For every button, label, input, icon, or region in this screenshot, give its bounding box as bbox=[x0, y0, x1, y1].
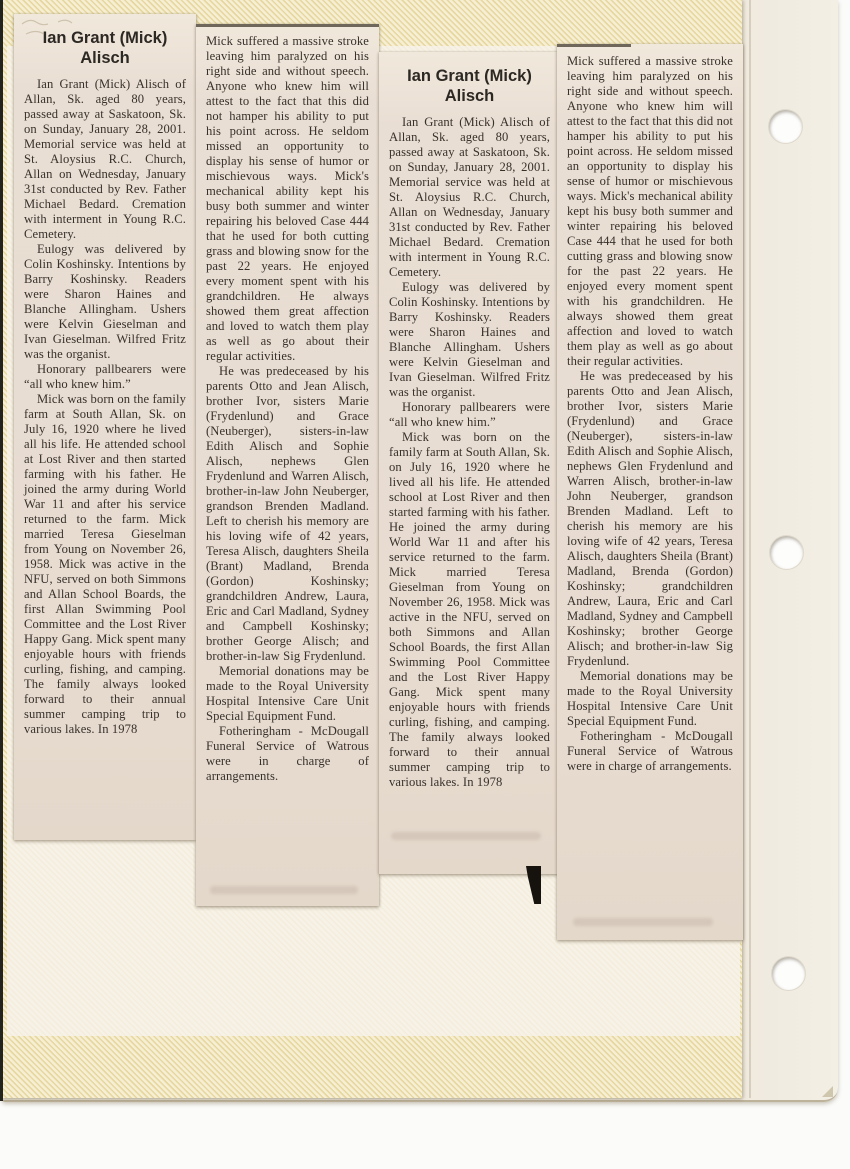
obituary-title: Ian Grant (Mick) Alisch bbox=[407, 67, 532, 106]
obituary-paragraph: Honorary pallbearers were “all who knew him.” bbox=[24, 362, 186, 392]
obituary-paragraph: Ian Grant (Mick) Alisch of Allan, Sk. aged 80 years, passed away at Saskatoon, Sk. on Sunday, January 28, 2001. Memorial service was held at St. Aloysius R.C. Church, Allan on Wednesday, January 31st conducted by Rev. Father Michael Bedard. Cremation with interment in Young R.C. Cemetery. bbox=[24, 77, 186, 242]
punch-hole-middle bbox=[770, 536, 803, 569]
ink-bleed-smudge bbox=[210, 886, 358, 894]
obituary-paragraph: Memorial donations may be made to the Royal University Hospital Intensive Care Unit Special Equipment Fund. bbox=[567, 669, 733, 728]
obituary-paragraph: Eulogy was delivered by Colin Koshinsky. Intentions by Barry Koshinsky. Readers were Sharon Haines and Blanche Allingham. Ushers were Kelvin Gieselman and Ivan Gieselman. Wilfred Fritz was the organist. bbox=[389, 280, 550, 400]
obituary-paragraph: Eulogy was delivered by Colin Koshinsky. Intentions by Barry Koshinsky. Readers were Sharon Haines and Blanche Allingham. Ushers were Kelvin Gieselman and Ivan Gieselman. Wilfred Fritz was the organist. bbox=[24, 242, 186, 362]
obituary-paragraph: Fotheringham - McDougall Funeral Service of Watrous were in charge of arrangements. bbox=[567, 729, 733, 773]
corner-fold bbox=[822, 1086, 833, 1097]
obituary-title: Ian Grant (Mick) Alisch bbox=[42, 29, 168, 68]
page-left-edge bbox=[0, 0, 3, 1101]
obituary-paragraph: Ian Grant (Mick) Alisch of Allan, Sk. aged 80 years, passed away at Saskatoon, Sk. on Sunday, January 28, 2001. Memorial service was held at St. Aloysius R.C. Church, Allan on Wednesday, January 31st conducted by Rev. Father Michael Bedard. Cremation with interment in Young R.C. Cemetery. bbox=[389, 115, 550, 280]
obituary-paragraph: He was predeceased by his parents Otto and Jean Alisch, brother Ivor, sisters Marie (Frydenlund) and Grace (Neuberger), sisters-in-law Edith Alisch and Sophie Alisch, nephews Glen Frydenlund and Warren Alisch, brother-in-law John Neuberger, grandson Brenden Madland. Left to cherish his memory are his loving wife of 42 years, Teresa Alisch, daughters Sheila (Brant) Madland, Brenda (Gordon) Koshinsky; grandchildren Andrew, Laura, Eric and Carl Madland, Sydney and Campbell Koshinsky; brother George Alisch; and brother-in-law Sig Frydenlund. bbox=[567, 369, 733, 668]
clipping-a-column-left bbox=[14, 14, 196, 840]
obituary-paragraph: Mick was born on the family farm at South Allan, Sk. on July 16, 1920 where he lived all his life. He attended school at Lost River and then started farming with his father. He joined the army during World War 11 and after his service returned to the farm. Mick married Teresa Gieselman from Young on November 26, 1958. Mick was active in the NFU, served on both Simmons and Allan School Boards, the first Allan Swimming Pool Committee and the Lost River Happy Gang. Mick spent many enjoyable hours with friends curling, fishing, and camping. The family always looked forward to their annual summer camping trip to various lakes. In 1978 bbox=[24, 392, 186, 737]
ink-bleed-smudge bbox=[573, 918, 713, 926]
ink-bleed-smudge bbox=[391, 832, 541, 840]
obituary-paragraph: Fotheringham - McDougall Funeral Service of Watrous were in charge of arrangements. bbox=[206, 724, 369, 783]
pencil-scribble bbox=[18, 16, 88, 46]
clipping-b-column-right bbox=[557, 44, 743, 940]
obituary-paragraph: Mick suffered a massive stroke leaving him paralyzed on his right side and without speech. Anyone who knew him will attest to the fact that this did not hamper his ability to put his point across. He seldom missed an opportunity to display his sense of humor or mischievous ways. Mick's mechanical ability kept his busy both summer and winter repairing his beloved Case 444 that he used for both cutting grass and blowing snow for the past 22 years. He enjoyed every moment spent with his grandchildren. He always showed them great affection and loved to watch them play as well as go about their regular activities. bbox=[206, 34, 369, 363]
clipping-a-column-right bbox=[196, 24, 379, 906]
clipping-b-column-left bbox=[379, 52, 560, 874]
punch-hole-bottom bbox=[772, 957, 805, 990]
torn-edge-line bbox=[557, 44, 631, 47]
album-paper bbox=[2, 0, 742, 1098]
obituary-paragraph: Mick suffered a massive stroke leaving him paralyzed on his right side and without speech. Anyone who knew him will attest to the fact that this did not hamper his ability to put his point across. He seldom missed an opportunity to display his sense of humor or mischievous ways. Mick's mechanical ability kept his busy both summer and winter repairing his beloved Case 444 that he used for both cutting grass and blowing snow for the past 22 years. He enjoyed every moment spent with his grandchildren. He always showed them great affection and loved to watch them play as well as go about their regular activities. bbox=[567, 54, 733, 368]
obituary-paragraph: Memorial donations may be made to the Royal University Hospital Intensive Care Unit Special Equipment Fund. bbox=[206, 664, 369, 723]
obituary-paragraph: Mick was born on the family farm at South Allan, Sk. on July 16, 1920 where he lived all his life. He attended school at Lost River and then started farming with his father. He joined the army during World War 11 and after his service returned to the farm. Mick married Teresa Gieselman from Young on November 26, 1958. Mick was active in the NFU, served on both Simmons and Allan School Boards, the first Allan Swimming Pool Committee and the Lost River Happy Gang. Mick spent many enjoyable hours with friends curling, fishing, and camping. The family always looked forward to their annual summer camping trip to various lakes. In 1978 bbox=[389, 430, 550, 790]
punch-hole-top bbox=[769, 110, 802, 143]
page-crease bbox=[749, 0, 751, 1098]
obituary-paragraph: Honorary pallbearers were “all who knew him.” bbox=[389, 400, 550, 430]
torn-edge-line bbox=[196, 24, 379, 27]
obituary-paragraph: He was predeceased by his parents Otto and Jean Alisch, brother Ivor, sisters Marie (Frydenlund) and Grace (Neuberger), sisters-in-law Edith Alisch and Sophie Alisch, nephews Glen Frydenlund and Warren Alisch, brother-in-law John Neuberger, grandson Brenden Madland. Left to cherish his memory are his loving wife of 42 years, Teresa Alisch, daughters Sheila (Brant) Madland, Brenda (Gordon) Koshinsky; grandchildren Andrew, Laura, Eric and Carl Madland, Sydney and Campbell Koshinsky; brother George Alisch; and brother-in-law Sig Frydenlund. bbox=[206, 364, 369, 663]
